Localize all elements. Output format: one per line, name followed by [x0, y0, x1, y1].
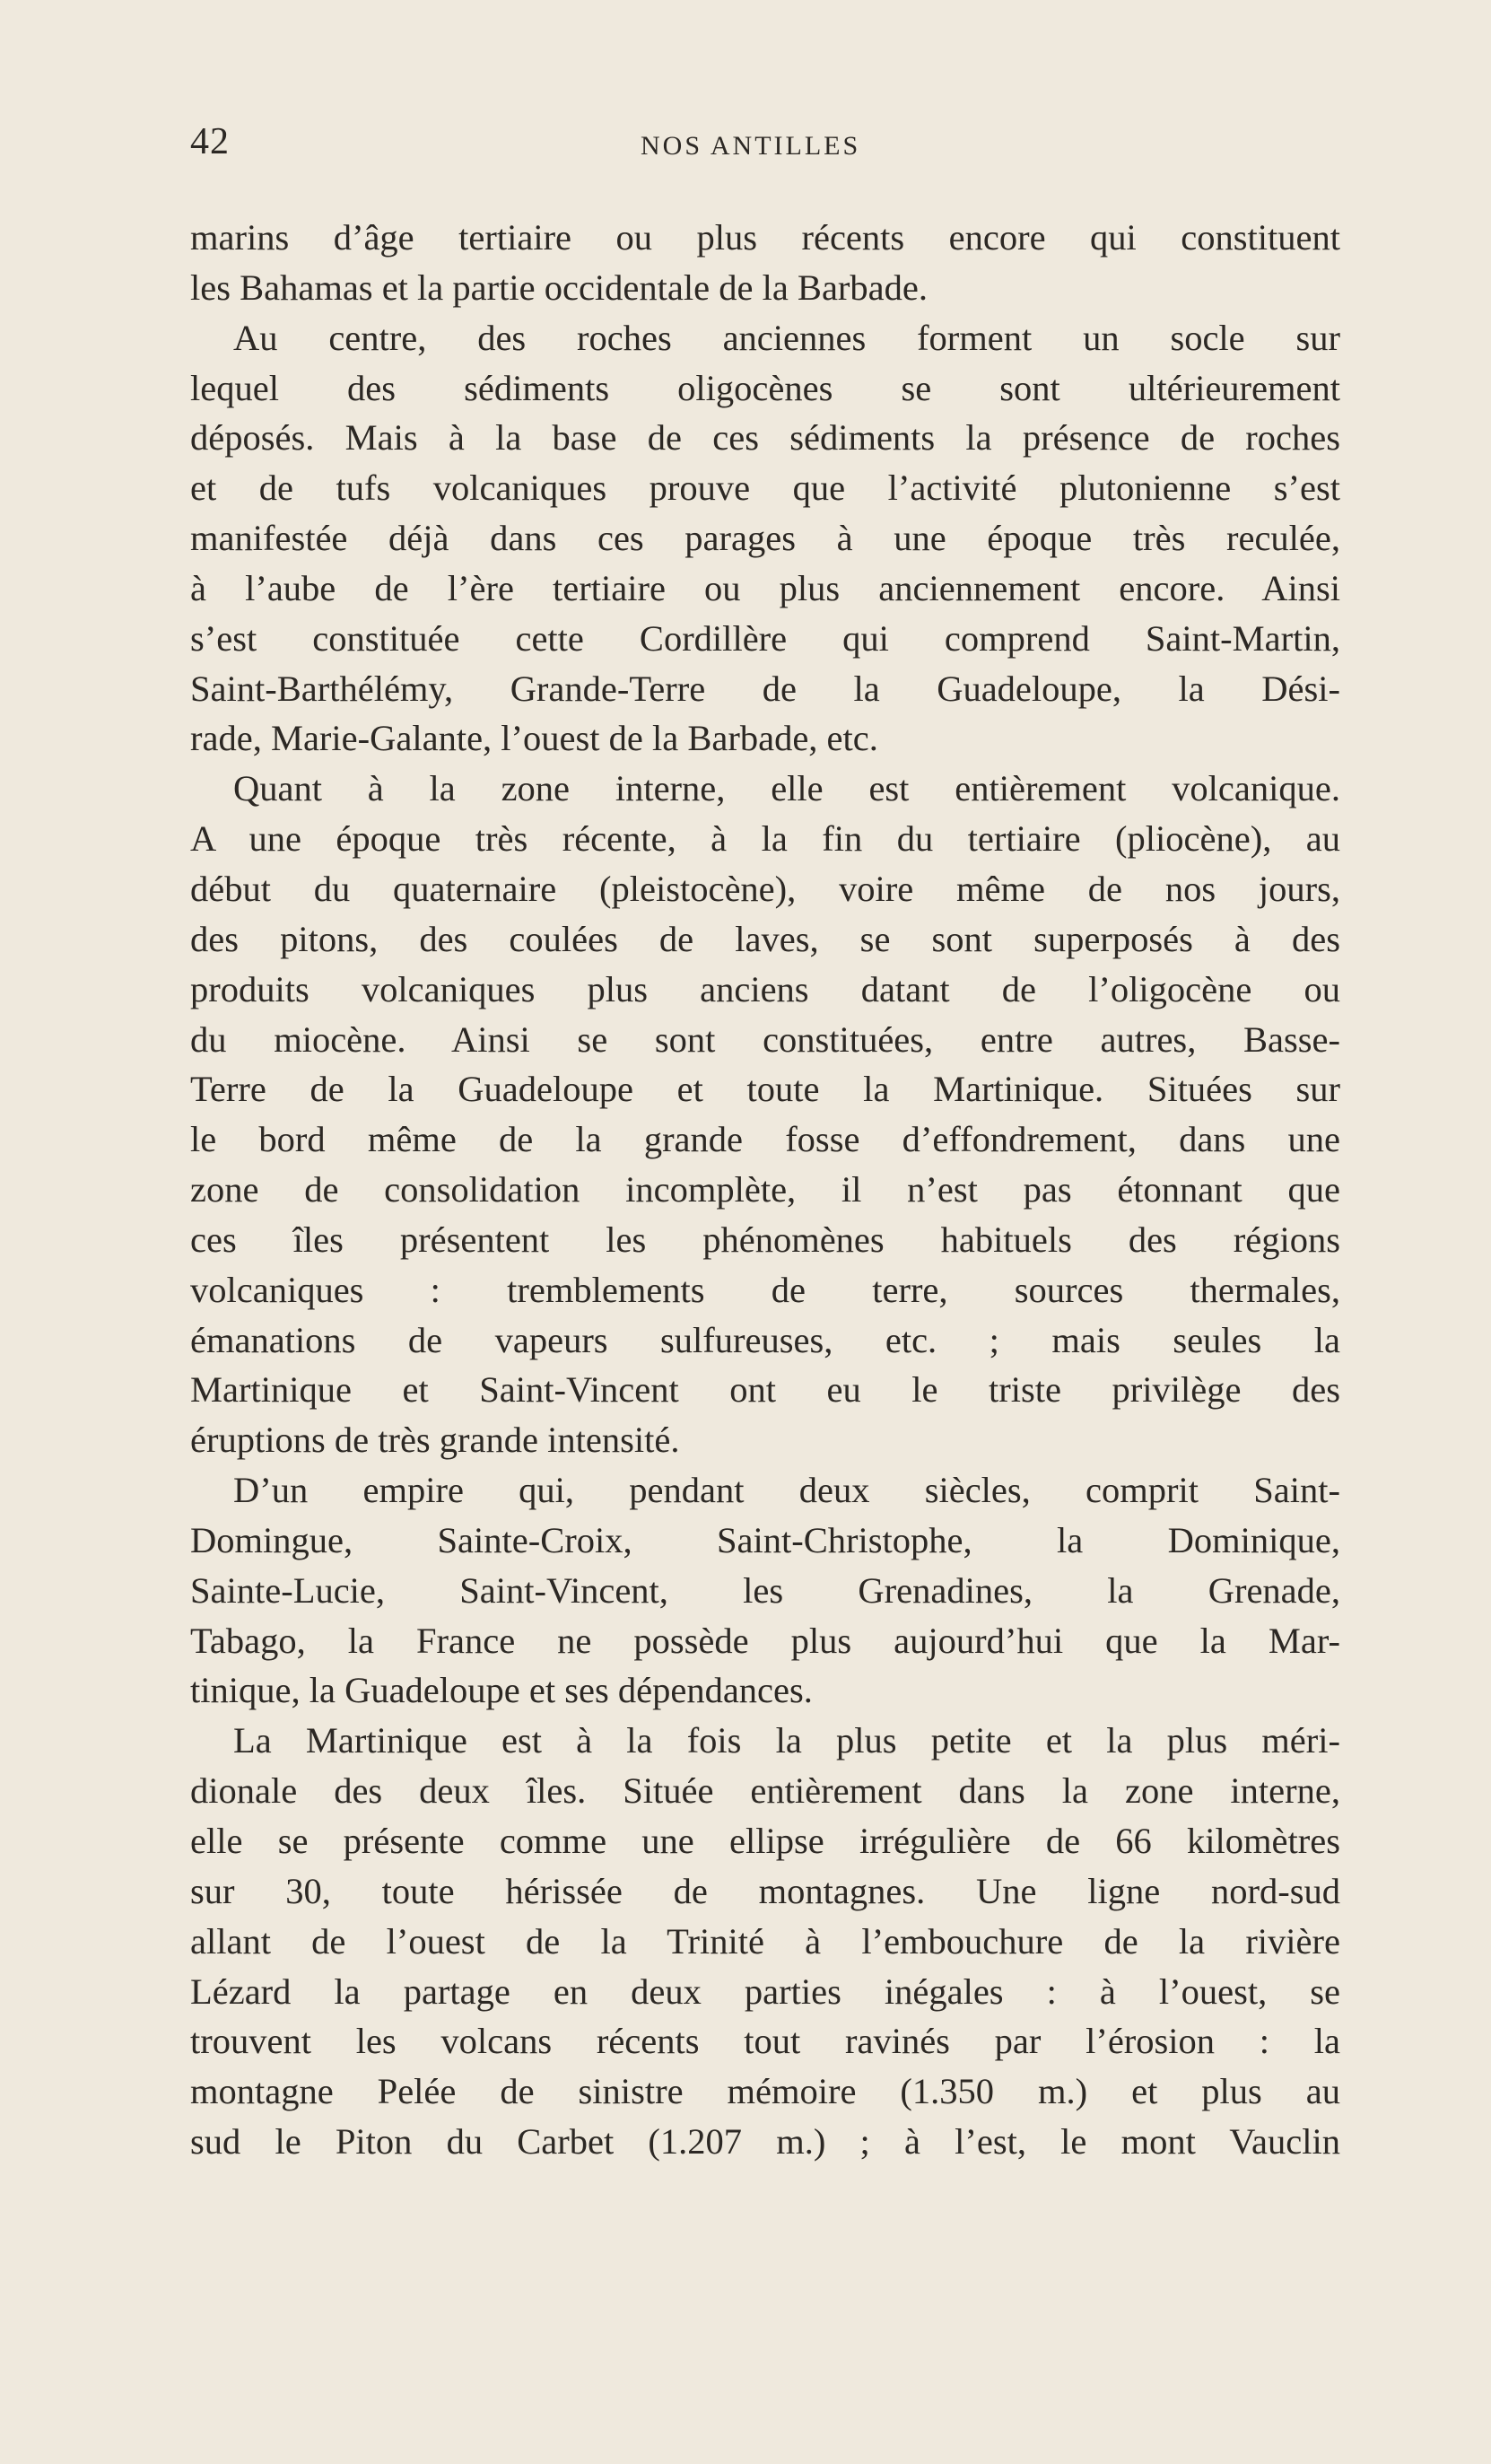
- paragraph-3: [190, 764, 1340, 1465]
- text-line: le bord même de la grande fosse d’effondrement, dans une: [190, 1119, 1340, 1160]
- running-title: NOS ANTILLES: [641, 131, 861, 161]
- text-line: Lézard la partage en deux parties inégales : à l’ouest, se: [190, 1970, 1340, 2012]
- text-line: et de tufs volcaniques prouve que l’activité plutonienne s’est: [190, 467, 1340, 509]
- text-line: rade, Marie-Galante, l’ouest de la Barbade, etc.: [190, 718, 878, 759]
- text-line: zone de consolidation incomplète, il n’est pas étonnant que: [190, 1169, 1340, 1210]
- text-line: du miocène. Ainsi se sont constituées, entre autres, Basse-: [190, 1018, 1340, 1060]
- text-line: A une époque très récente, à la fin du tertiaire (pliocène), au: [190, 818, 1340, 860]
- text-line: Domingue, Sainte-Croix, Saint-Christophe, la Dominique,: [190, 1519, 1340, 1560]
- text-line: à l’aube de l’ère tertiaire ou plus anciennement encore. Ainsi: [190, 567, 1340, 608]
- text-line: Quant à la zone interne, elle est entièrement volcanique.: [233, 768, 1340, 809]
- text-line: sur 30, toute hérissée de montagnes. Une ligne nord-sud: [190, 1870, 1340, 1911]
- paragraph-4: [190, 1465, 1340, 1716]
- text-line: D’un empire qui, pendant deux siècles, comprit Saint-: [233, 1470, 1340, 1511]
- text-line: début du quaternaire (pleistocène), voire même de nos jours,: [190, 868, 1340, 909]
- text-line: montagne Pelée de sinistre mémoire (1.350 m.) et plus au: [190, 2071, 1340, 2112]
- text-line: volcaniques : tremblements de terre, sources thermales,: [190, 1269, 1340, 1310]
- paragraph-5: [190, 1716, 1340, 2167]
- running-head: [190, 120, 1338, 174]
- text-line: Martinique et Saint-Vincent ont eu le triste privilège des: [190, 1369, 1340, 1411]
- body-text: [190, 213, 1340, 2167]
- text-line: Saint-Barthélémy, Grande-Terre de la Guadeloupe, la Dési-: [190, 668, 1340, 709]
- text-line: sud le Piton du Carbet (1.207 m.) ; à l’est, le mont Vauclin: [190, 2121, 1340, 2163]
- text-line: des pitons, des coulées de laves, se sont superposés à des: [190, 918, 1340, 959]
- page-number: 42: [190, 121, 230, 162]
- text-line: Tabago, la France ne possède plus aujourd’hui que la Mar-: [190, 1620, 1340, 1661]
- text-line: Sainte-Lucie, Saint-Vincent, les Grenadines, la Grenade,: [190, 1569, 1340, 1611]
- text-line: déposés. Mais à la base de ces sédiments la présence de roches: [190, 417, 1340, 459]
- text-line: Au centre, des roches anciennes forment un socle sur: [233, 317, 1340, 358]
- text-line: elle se présente comme une ellipse irrégulière de 66 kilomètres: [190, 1821, 1340, 1861]
- paragraph-1: [190, 213, 1340, 313]
- text-line: marins d’âge tertiaire ou plus récents encore qui constituent: [190, 217, 1340, 258]
- text-line: La Martinique est à la fois la plus petite et la plus méri-: [233, 1720, 1340, 1761]
- text-line: les Bahamas et la partie occidentale de la Barbade.: [190, 266, 928, 308]
- text-line: manifestée déjà dans ces parages à une époque très reculée,: [190, 518, 1340, 559]
- text-line: produits volcaniques plus anciens datant de l’oligocène ou: [190, 968, 1340, 1009]
- text-line: éruptions de très grande intensité.: [190, 1420, 680, 1461]
- paragraph-2: [190, 313, 1340, 765]
- text-line: dionale des deux îles. Située entièrement dans la zone interne,: [190, 1770, 1340, 1812]
- text-line: trouvent les volcans récents tout ravinés par l’érosion : la: [190, 2021, 1340, 2062]
- text-line: s’est constituée cette Cordillère qui comprend Saint-Martin,: [190, 617, 1340, 659]
- text-line: allant de l’ouest de la Trinité à l’embouchure de la rivière: [190, 1920, 1340, 1962]
- text-line: tinique, la Guadeloupe et ses dépendances.: [190, 1670, 813, 1711]
- text-line: Terre de la Guadeloupe et toute la Martinique. Situées sur: [190, 1069, 1340, 1110]
- text-line: ces îles présentent les phénomènes habituels des régions: [190, 1219, 1340, 1260]
- text-line: lequel des sédiments oligocènes se sont ultérieurement: [190, 367, 1340, 408]
- text-line: émanations de vapeurs sulfureuses, etc. ; mais seules la: [190, 1319, 1340, 1360]
